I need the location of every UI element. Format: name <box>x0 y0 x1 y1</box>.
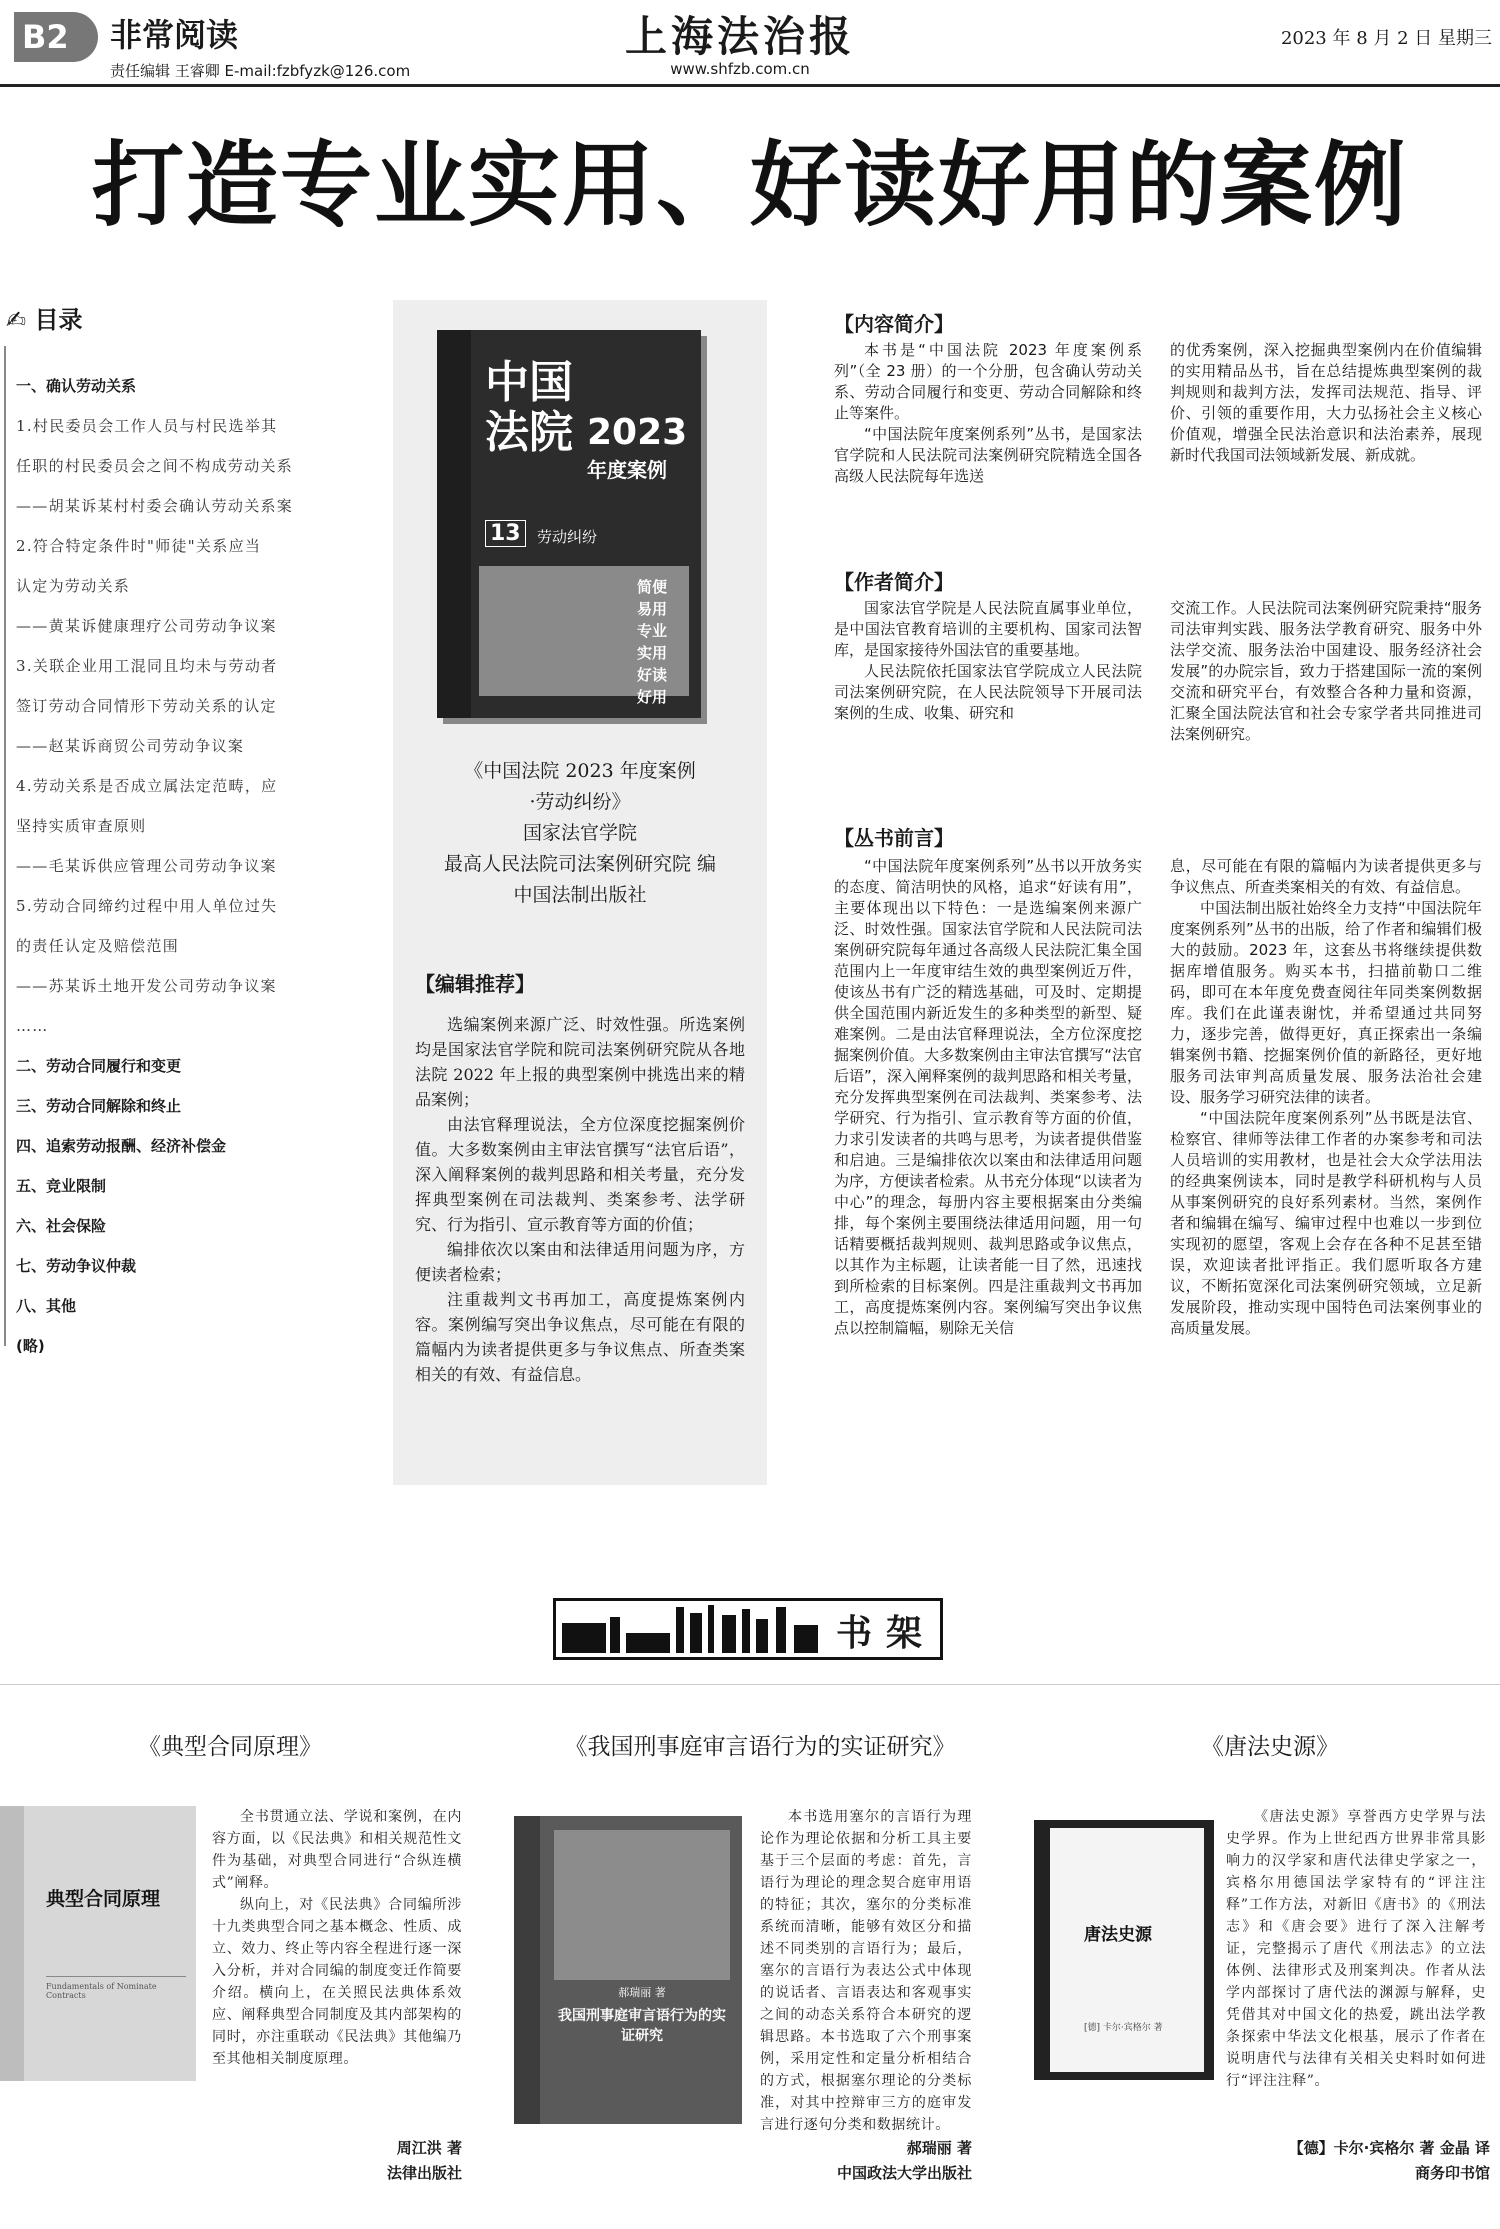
caption-line: 中国法制出版社 <box>513 884 647 906</box>
toc-case: 1.村民委员会工作人员与村民选举其 <box>16 417 278 435</box>
cover-volume-title: 劳动纠纷 <box>537 528 598 546</box>
book-author: 周江洪 著 <box>396 2139 462 2157</box>
featured-book-panel <box>393 300 767 1485</box>
cover-author: [德] 卡尔·宾格尔 著 <box>1084 2023 1163 2033</box>
content-intro-heading: 【内容简介】 <box>834 312 954 336</box>
book-description: 《唐法史源》享誉西方史学界与法史学界。作为上世纪西方世界非常具影响力的汉学家和唐代法律史学家之一，宾格尔用德国法学家特有的“评注注释”工作方法，对新旧《唐书》的《刑法志》和《唐会要》进行了深入注解考证，完整揭示了唐代《刑法志》的立法体例、法律形式及刑案判决。作者从法学内部探讨了唐代法的渊源与解释，史凭借其对中国文化的热爱，跳出法学教条探索中华法文化根基，展示了作者在说明唐代与法律有关相关史料时如何进行“评注注释”。 <box>1226 1809 1486 2089</box>
bookshelf-rule <box>0 1684 1500 1685</box>
toc-case: 签订劳动合同情形下劳动关系的认定 <box>16 697 277 715</box>
book-cover <box>0 1806 196 2081</box>
book-publisher: 法律出版社 <box>386 2164 462 2182</box>
page-number: B2 <box>14 12 98 62</box>
section-name: 非常阅读 <box>110 16 239 54</box>
toc-chapter: 五、竞业限制 <box>16 1177 107 1195</box>
newspaper-logo: 上海法治报 <box>624 12 855 61</box>
cover-paper <box>1050 1828 1204 2072</box>
cover-english-title: Fundamentals of Nominate Contracts <box>46 1982 157 2000</box>
editor-recommendation-heading: 【编辑推荐】 <box>415 972 535 996</box>
bookshelf-title: 书架 <box>836 1613 937 1654</box>
cover-series: 年度案例 <box>587 458 667 482</box>
toc-chapter: 二、劳动合同履行和变更 <box>16 1057 182 1075</box>
toc-case: ——赵某诉商贸公司劳动争议案 <box>16 737 245 755</box>
toc-chapter: 四、追索劳动报酬、经济补偿金 <box>16 1137 227 1155</box>
cover-title: 我国刑事庭审言语行为的实证研究 <box>558 2008 726 2044</box>
preface-left: “中国法院年度案例系列”丛书以开放务实的态度、简洁明快的风格，追求“好读有用”，主要体现出以下特色：一是选编案例来源广泛、时效性强。国家法官学院和人民法院司法案例研究院每年通过各高级人民法院汇集全国范围内上一年度审结生效的典型案例近万件，使该丛书有广泛的精选基础，可及时、定期提供全国范围内新近发生的多种类型的新型、疑难案例。二是由法官释理说法，全方位深度挖掘案例价值。大多数案例由主审法官撰写“法官后语”，深入阐释案例的裁判思路和相关考量，充分发挥典型案例在司法裁判、类案参考、法学研究、行为指引、宣示教育等方面的价值，力求引发读者的共鸣与思考，为读者提供借鉴和启迪。三是编排依次以案由和法律适用问题为序，方便读者检索。从书充分体现“以读者为中心”的理念，每册内容主要根据案由分类编排，每个案例主要围绕法律适用问题，用一句话精要概括裁判规则、裁判思路或争议焦点，以其作为主标题，让读者能一目了然，迅速找到所检索的目标案例。四是注重裁判文书再加工，高度提炼案例内容。案例编写突出争议焦点以控制篇幅，剔除无关信 <box>834 857 1142 1337</box>
book-spine <box>437 330 471 718</box>
toc-list <box>16 366 328 1366</box>
content-intro-left: 本书是“中国法院 2023 年度案例系列”（全 23 册）的一个分册，包含确认劳动关系、劳动合同履行和变更、劳动合同解除和终止等案件。 “中国法院年度案例系列”丛书，是国家法官学院和人民法院司法案例研究院精选全国各高级人民法院每年选送 <box>834 341 1142 485</box>
table-of-contents <box>0 300 340 1400</box>
toc-case: 3.关联企业用工混同且均未与劳动者 <box>16 657 278 675</box>
author-intro-left: 国家法官学院是人民法院直属事业单位，是中国法官教育培训的主要机构、国家司法智库，是国家接待外国法官的重要基地。 人民法院依托国家法官学院成立人民法院司法案例研究院，在人民法院领导下开展司法案例的生成、收集、研究和 <box>834 599 1142 722</box>
toc-chapter: 一、确认劳动关系 <box>16 377 137 395</box>
toc-title: 目录 <box>34 306 83 334</box>
editor-line: 责任编辑 王睿卿 E-mail:fzbfyzk@126.com <box>110 62 411 80</box>
cover-author: 郝瑞丽 著 <box>618 1986 666 1999</box>
cover-title: 典型合同原理 <box>46 1888 161 1910</box>
toc-chapter: 七、劳动争议仲裁 <box>16 1257 137 1275</box>
newspaper-url[interactable]: www.shfzb.com.cn <box>670 60 810 78</box>
toc-case: 的责任认定及赔偿范围 <box>16 937 180 955</box>
toc-chapter: (略) <box>16 1337 45 1355</box>
toc-heading <box>6 300 82 335</box>
book-author: 【德】卡尔·宾格尔 著 金晶 译 <box>1288 2139 1490 2157</box>
toc-case: 4.劳动关系是否成立属法定范畴，应 <box>16 777 278 795</box>
book-spine <box>514 1816 540 2124</box>
toc-chapter: 八、其他 <box>16 1297 77 1315</box>
bookshelf-icon <box>556 1601 826 1657</box>
bookshelf-banner <box>553 1598 943 1660</box>
toc-chapter: 六、社会保险 <box>16 1217 107 1235</box>
caption-line: 最高人民法院司法案例研究院 编 <box>443 853 717 875</box>
cover-divider <box>46 1976 186 1977</box>
toc-case: ——毛某诉供应管理公司劳动争议案 <box>16 857 277 875</box>
masthead <box>0 0 1500 86</box>
book-author: 郝瑞丽 著 <box>906 2139 972 2157</box>
caption-line: ·劳动纠纷》 <box>529 791 631 813</box>
book-title: 《我国刑事庭审言语行为的实证研究》 <box>564 1734 956 1760</box>
book-cover <box>514 1816 742 2124</box>
caption-line: 《中国法院 2023 年度案例 <box>464 760 696 782</box>
book-spine <box>0 1806 24 2081</box>
content-intro-right: 的优秀案例，深入挖掘典型案例内在价值编辑的实用精品丛书，旨在总结提炼典型案例的裁判规则和裁判方法，发挥司法规范、指导、评价、引领的重要作用，大力弘扬社会主义核心价值观，增强全民法治意识和法治素养，展现新时代我国司法领域新发展、新成就。 <box>1170 341 1482 464</box>
toc-divider <box>4 346 6 1346</box>
cover-volume-number: 13 <box>485 520 526 547</box>
preface-heading: 【丛书前言】 <box>834 826 954 850</box>
toc-chapter: 三、劳动合同解除和终止 <box>16 1097 182 1115</box>
book-publisher: 商务印书馆 <box>1414 2164 1490 2182</box>
page-headline: 打造专业实用、好读好用的案例 <box>91 132 1408 239</box>
masthead-rule <box>0 84 1500 87</box>
toc-case: 5.劳动合同缔约过程中用人单位过失 <box>16 897 278 915</box>
toc-case: 认定为劳动关系 <box>16 577 131 595</box>
book-cover <box>437 330 701 718</box>
issue-date: 2023 年 8 月 2 日 星期三 <box>1280 28 1492 49</box>
cover-title: 唐法史源 <box>1084 1925 1152 1945</box>
book-title: 《典型合同原理》 <box>138 1734 322 1760</box>
cover-year: 2023 <box>587 412 688 453</box>
toc-case: ——苏某诉土地开发公司劳动争议案 <box>16 977 277 995</box>
caption-line: 国家法官学院 <box>522 822 637 844</box>
book-publisher: 中国政法大学出版社 <box>836 2164 972 2182</box>
toc-case: 坚持实质审查原则 <box>16 817 147 835</box>
cover-lion-image <box>554 1830 730 1980</box>
toc-case: 2.符合特定条件时"师徒"关系应当 <box>16 537 262 555</box>
book-title: 《唐法史源》 <box>1201 1734 1339 1760</box>
toc-case: …… <box>16 1017 49 1035</box>
editor-recommendation-text: 选编案例来源广泛、时效性强。所选案例均是国家法官学院和院司法案例研究院从各地法院 2022 年上报的典型案例中挑选出来的精品案例； 由法官释理说法，全方位深度挖掘案例价值。大多数案例由主审法官撰写“法官后语”，深入阐释案例的裁判思路和相关考量，充分发挥典型案例在司法裁判、类案参考、法学研究、行为指引、宣示教育等方面的价值； 编排依次以案由和法律适用问题为序，方便读者检索； 注重裁判文书再加工，高度提炼案例内容。案例编写突出争议焦点，尽可能在有限的篇幅内为读者提供更多与争议焦点、所查类案相关的有效、有益信息。 <box>415 1015 745 1384</box>
book-description: 本书选用塞尔的言语行为理论作为理论依据和分析工具主要基于三个层面的考虑：首先，言语行为理论的理念契合庭审用语的特征；其次，塞尔的分类标准系统而清晰，能够有效区分和描述不同类别的言语行为；最后，塞尔的言语行为表达公式中体现的说话者、言语表达和客观事实之间的动态关系符合本研究的逻辑思路。本书选取了六个刑事案例，采用定性和定量分析相结合的方式，根据塞尔理论的分类标准，对其中控辩审三方的庭审发言进行逐句分类和数据统计。 <box>760 1809 972 2133</box>
cover-title: 中国法院 <box>485 357 573 458</box>
toc-case: 任职的村民委员会之间不构成劳动关系 <box>16 457 294 475</box>
cover-slogan: 简便 易用 专业 实用 好读 好用 <box>637 578 668 706</box>
book-cover <box>1034 1820 1214 2080</box>
author-intro-right: 交流工作。人民法院司法案例研究院秉持“服务司法审判实践、服务法学教育研究、服务中外法学交流、服务法治中国建设、服务经济社会发展”的办院宗旨，致力于搭建国际一流的案例交流和研究平台，有效整合各种力量和资源，汇聚全国法院法官和社会专家学者共同推进司法案例研究。 <box>1170 599 1482 743</box>
toc-case: ——胡某诉某村村委会确认劳动关系案 <box>16 497 294 515</box>
preface-right: 息，尽可能在有限的篇幅内为读者提供更多与争议焦点、所查类案相关的有效、有益信息。 中国法制出版社始终全力支持“中国法院年度案例系列”丛书的出版，给了作者和编辑们极大的鼓励。2023 年，这套丛书将继续提供数据库增值服务。购买本书，扫描前勒口二维码，即可在本年度免费查阅往年同类案例数据库。我们在此谨表谢忱，并希望通过共同努力，逐步完善，做得更好，真正探索出一条编辑案例书籍、挖掘案例价值的新路径，更好地服务司法审判高质量发展、服务法治社会建设、服务学习研究法律的读者。 “中国法院年度案例系列”丛书既是法官、检察官、律师等法律工作者的办案参考和司法人员培训的实用教材，也是社会大众学法用法的经典案例读本，同时是教学科研机构与人员从事案例研究的良好系列素材。当然，案例作者和编辑在编写、编审过程中也难以一步到位实现初的愿望，客观上会存在各种不足甚至错误，欢迎读者批评指正。我们愿听取各方建议，不断拓宽深化司法案例研究领域，立足新发展阶段，推动实现中国特色司法案例事业的高质量发展。 <box>1170 857 1482 1337</box>
book-caption <box>393 756 767 911</box>
quill-icon: ✍ <box>6 306 27 334</box>
book-description: 全书贯通立法、学说和案例，在内容方面，以《民法典》和相关规范性文件为基础，对典型合同进行“合纵连横式”阐释。 纵向上，对《民法典》合同编所涉十九类典型合同之基本概念、性质、成立、效力、终止等内容全程进行逐一深入分析，并对合同编的制度变迁作简要介绍。横向上，在关照民法典体系效应、阐释典型合同制度及其内部架构的同时，亦注重联动《民法典》其他编乃至其他相关制度原理。 <box>212 1809 462 2067</box>
author-intro-heading: 【作者简介】 <box>834 570 954 594</box>
toc-case: ——黄某诉健康理疗公司劳动争议案 <box>16 617 277 635</box>
